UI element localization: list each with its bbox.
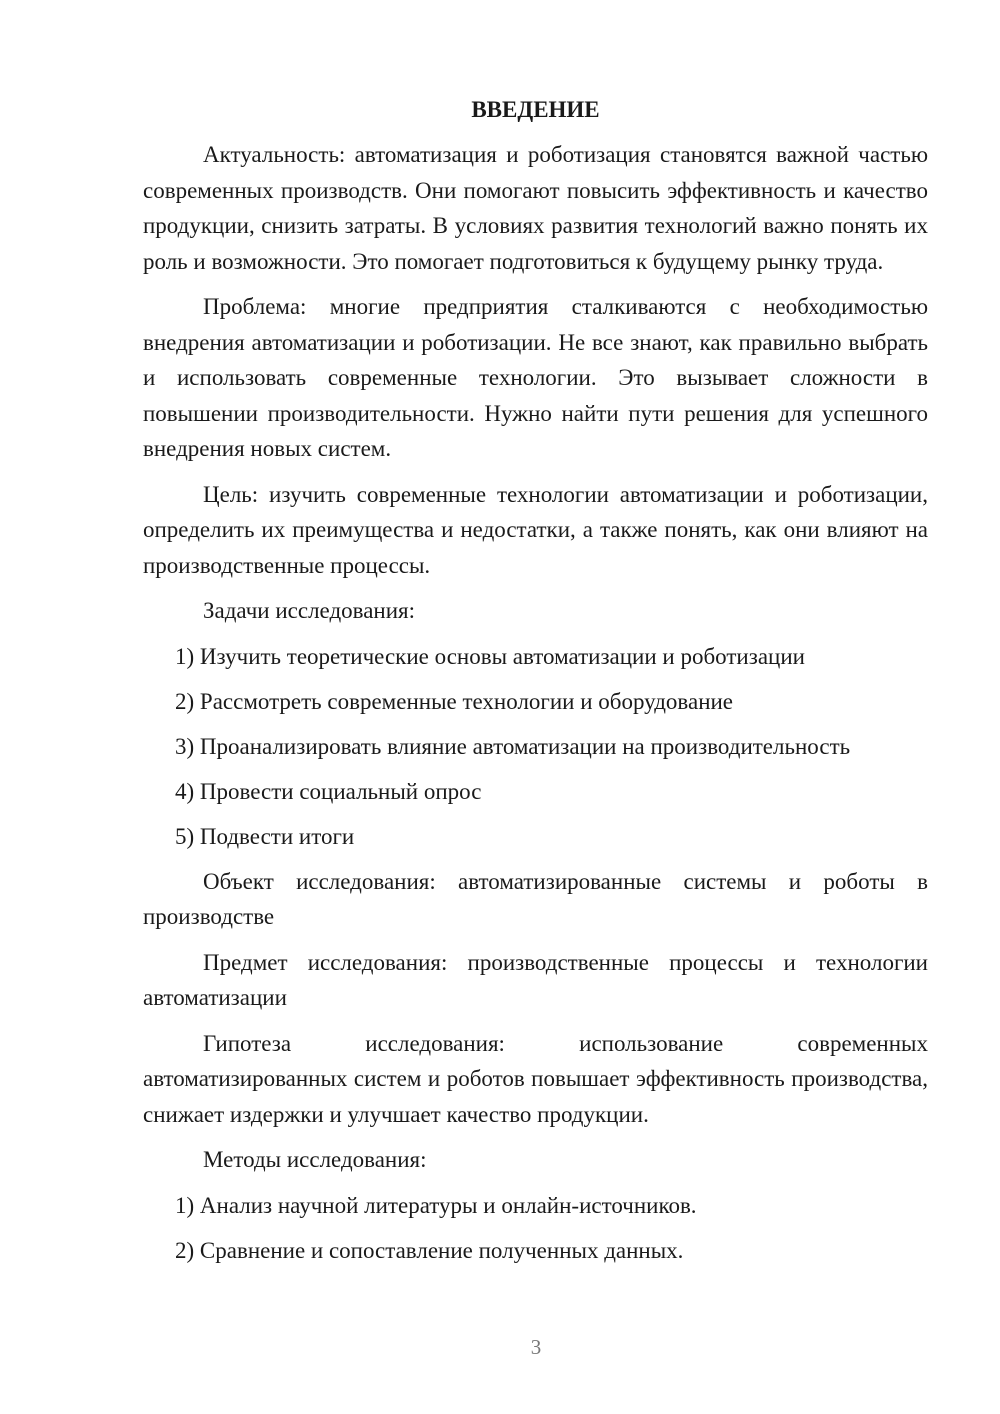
- section-title: ВВЕДЕНИЕ: [471, 97, 600, 122]
- paragraph-goal: Цель: изучить современные технологии автоматизации и роботизации, определить их преимущества и недостатки, а также понять, как они влияют на производственные процессы.: [143, 481, 928, 578]
- list-item: 2) Рассмотреть современные технологии и оборудование: [175, 688, 734, 714]
- list-item: 2) Сравнение и сопоставление полученных данных.: [175, 1237, 684, 1263]
- page-number: 3: [530, 1335, 542, 1359]
- paragraph-object: Объект исследования: автоматизированные системы и роботы в производстве: [143, 868, 928, 929]
- paragraph-problem: Проблема: многие предприятия сталкиваются с необходимостью внедрения автоматизации и роботизации. Не все знают, как правильно выбрать и использовать современные технологии. Это вызывает сложности в повышении производительности. Нужно найти пути решения для успешного внедрения новых систем.: [143, 294, 928, 461]
- tasks-heading: Задачи исследования:: [203, 598, 416, 623]
- paragraph-hypothesis: Гипотеза исследования: использование современных автоматизированных систем и роботов повышает эффективность производства, снижает издержки и улучшает качество продукции.: [143, 1030, 928, 1127]
- page-content: [143, 92, 928, 1278]
- list-item: 1) Анализ научной литературы и онлайн-источников.: [175, 1192, 697, 1218]
- paragraph-relevance: Актуальность: автоматизация и роботизация становятся важной частью современных производств. Они помогают повысить эффективность и качество продукции, снизить затраты. В условиях развития технологий важно понять их роль и возможности. Это помогает подготовиться к будущему рынку труда.: [143, 142, 928, 274]
- list-item: 5) Подвести итоги: [175, 823, 355, 849]
- list-item: 3) Проанализировать влияние автоматизации на производительность: [175, 733, 851, 759]
- methods-heading: Методы исследования:: [203, 1147, 427, 1172]
- paragraph-subject: Предмет исследования: производственные процессы и технологии автоматизации: [143, 949, 928, 1010]
- list-item: 4) Провести социальный опрос: [175, 778, 482, 804]
- list-item: 1) Изучить теоретические основы автоматизации и роботизации: [175, 643, 805, 669]
